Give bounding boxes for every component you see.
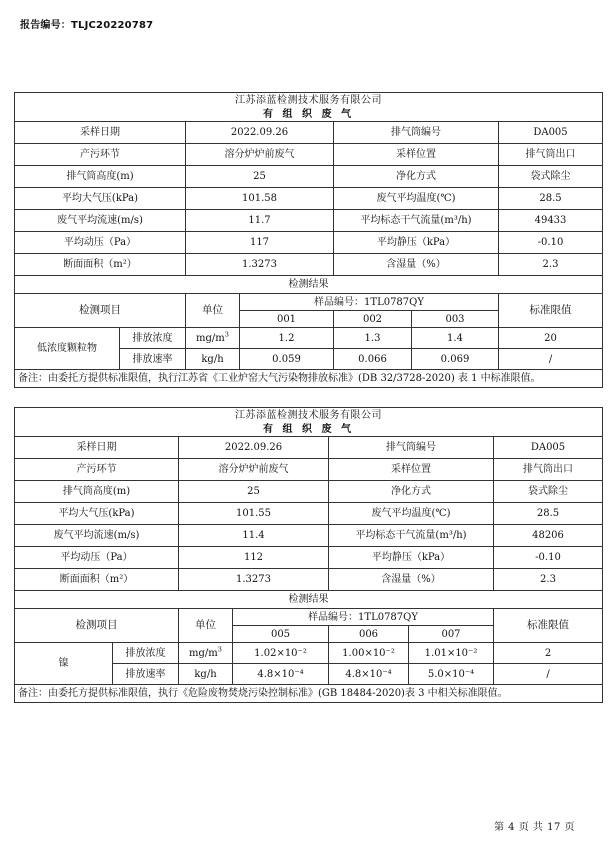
conc-limit: 2 (494, 643, 603, 664)
label-std-dry-flow: 平均标态干气流量(m³/h) (329, 525, 494, 547)
conc-value: 1.00×10⁻² (329, 643, 409, 664)
conc-unit: $mg/m^3$ (186, 328, 240, 349)
header-item: 检测项目 (15, 294, 186, 328)
results-heading: 检测结果 (15, 276, 603, 294)
value-moisture: 2.3 (499, 254, 603, 276)
conc-value: 1.2 (240, 328, 334, 349)
value-static-pressure: -0.10 (499, 232, 603, 254)
emission-table-1 (14, 92, 603, 388)
conc-value: 1.02×10⁻² (233, 643, 329, 664)
rate-value: 5.0×10⁻⁴ (409, 664, 494, 685)
rate-limit: / (494, 664, 603, 685)
header-sample-no: 样品编号：1TL0787QY (233, 609, 494, 626)
header-standard: 标准限值 (499, 294, 603, 328)
label-sampling-date: 采样日期 (15, 437, 179, 459)
value-sampling-date: 2022.09.26 (179, 437, 329, 459)
page-footer: 第 4 页 共 17 页 (494, 822, 575, 833)
label-dyn-pressure: 平均动压（Pa） (15, 232, 186, 254)
rate-unit: kg/h (179, 664, 233, 685)
value-sampling-position: 排气筒出口 (494, 459, 603, 481)
sample-id: 003 (412, 311, 499, 328)
emission-table-2 (14, 407, 603, 703)
table-note: 备注：由委托方提供标准限值，执行江苏省《工业炉窑大气污染物排放标准》(DB 32/3728-2020) 表 1 中标准限值。 (15, 370, 603, 388)
header-sample-no: 样品编号：1TL0787QY (240, 294, 499, 311)
conc-value: 1.3 (334, 328, 412, 349)
value-purification: 袋式除尘 (494, 481, 603, 503)
value-sampling-date: 2022.09.26 (186, 122, 334, 144)
label-section-area: 断面面积（m²） (15, 254, 186, 276)
value-static-pressure: -0.10 (494, 547, 603, 569)
label-emission-conc: 排放浓度 (113, 643, 179, 664)
label-dyn-pressure: 平均动压（Pa） (15, 547, 179, 569)
conc-unit: $mg/m^3$ (179, 643, 233, 664)
rate-value: 0.059 (240, 349, 334, 370)
sample-id: 005 (233, 626, 329, 643)
results-heading: 检测结果 (15, 591, 603, 609)
label-avg-velocity: 废气平均流速(m/s) (15, 525, 179, 547)
label-atm-pressure: 平均大气压(kPa) (15, 503, 179, 525)
value-section-area: 1.3273 (186, 254, 334, 276)
label-process: 产污环节 (15, 459, 179, 481)
header-standard: 标准限值 (494, 609, 603, 643)
label-emission-rate: 排放速率 (120, 349, 186, 370)
label-static-pressure: 平均静压（kPa） (334, 232, 499, 254)
rate-limit: / (499, 349, 603, 370)
value-avg-velocity: 11.7 (186, 210, 334, 232)
label-stack-no: 排气筒编号 (334, 122, 499, 144)
label-sampling-date: 采样日期 (15, 122, 186, 144)
label-sampling-position: 采样位置 (329, 459, 494, 481)
rate-value: 4.8×10⁻⁴ (329, 664, 409, 685)
value-atm-pressure: 101.55 (179, 503, 329, 525)
table-subtitle: 有 组 织 废 气 (15, 423, 603, 437)
value-process: 溶分炉炉前废气 (186, 144, 334, 166)
value-avg-velocity: 11.4 (179, 525, 329, 547)
label-purification: 净化方式 (329, 481, 494, 503)
label-atm-pressure: 平均大气压(kPa) (15, 188, 186, 210)
label-emission-conc: 排放浓度 (120, 328, 186, 349)
rate-value: 4.8×10⁻⁴ (233, 664, 329, 685)
value-stack-no: DA005 (499, 122, 603, 144)
label-moisture: 含湿量（%） (329, 569, 494, 591)
value-process: 溶分炉炉前废气 (179, 459, 329, 481)
label-emission-rate: 排放速率 (113, 664, 179, 685)
label-process: 产污环节 (15, 144, 186, 166)
label-stack-height: 排气筒高度(m) (15, 166, 186, 188)
header-unit: 单位 (179, 609, 233, 643)
label-avg-velocity: 废气平均流速(m/s) (15, 210, 186, 232)
value-atm-pressure: 101.58 (186, 188, 334, 210)
label-avg-temp: 废气平均温度(℃) (329, 503, 494, 525)
value-std-dry-flow: 49433 (499, 210, 603, 232)
label-moisture: 含湿量（%） (334, 254, 499, 276)
value-std-dry-flow: 48206 (494, 525, 603, 547)
value-purification: 袋式除尘 (499, 166, 603, 188)
label-purification: 净化方式 (334, 166, 499, 188)
value-stack-height: 25 (179, 481, 329, 503)
value-dyn-pressure: 112 (179, 547, 329, 569)
value-avg-temp: 28.5 (499, 188, 603, 210)
value-avg-temp: 28.5 (494, 503, 603, 525)
rate-unit: kg/h (186, 349, 240, 370)
rate-value: 0.069 (412, 349, 499, 370)
table-note: 备注：由委托方提供标准限值，执行《危险废物焚烧污染控制标准》(GB 18484-2020)表 3 中相关标准限值。 (15, 685, 603, 703)
value-stack-height: 25 (186, 166, 334, 188)
label-std-dry-flow: 平均标态干气流量(m³/h) (334, 210, 499, 232)
rate-value: 0.066 (334, 349, 412, 370)
company-name: 江苏添蓝检测技术服务有限公司 (15, 408, 603, 423)
conc-value: 1.01×10⁻² (409, 643, 494, 664)
label-sampling-position: 采样位置 (334, 144, 499, 166)
sample-id: 007 (409, 626, 494, 643)
table-subtitle: 有 组 织 废 气 (15, 108, 603, 122)
conc-value: 1.4 (412, 328, 499, 349)
value-section-area: 1.3273 (179, 569, 329, 591)
value-moisture: 2.3 (494, 569, 603, 591)
value-sampling-position: 排气筒出口 (499, 144, 603, 166)
sample-id: 002 (334, 311, 412, 328)
header-item: 检测项目 (15, 609, 179, 643)
header-unit: 单位 (186, 294, 240, 328)
label-section-area: 断面面积（m²） (15, 569, 179, 591)
label-stack-no: 排气筒编号 (329, 437, 494, 459)
pollutant-name: 低浓度颗粒物 (15, 328, 120, 370)
report-number: 报告编号：TLJC20220787 (20, 20, 154, 31)
pollutant-name: 镍 (15, 643, 113, 685)
conc-limit: 20 (499, 328, 603, 349)
label-static-pressure: 平均静压（kPa） (329, 547, 494, 569)
label-avg-temp: 废气平均温度(℃) (334, 188, 499, 210)
label-stack-height: 排气筒高度(m) (15, 481, 179, 503)
value-dyn-pressure: 117 (186, 232, 334, 254)
company-name: 江苏添蓝检测技术服务有限公司 (15, 93, 603, 108)
sample-id: 006 (329, 626, 409, 643)
sample-id: 001 (240, 311, 334, 328)
value-stack-no: DA005 (494, 437, 603, 459)
